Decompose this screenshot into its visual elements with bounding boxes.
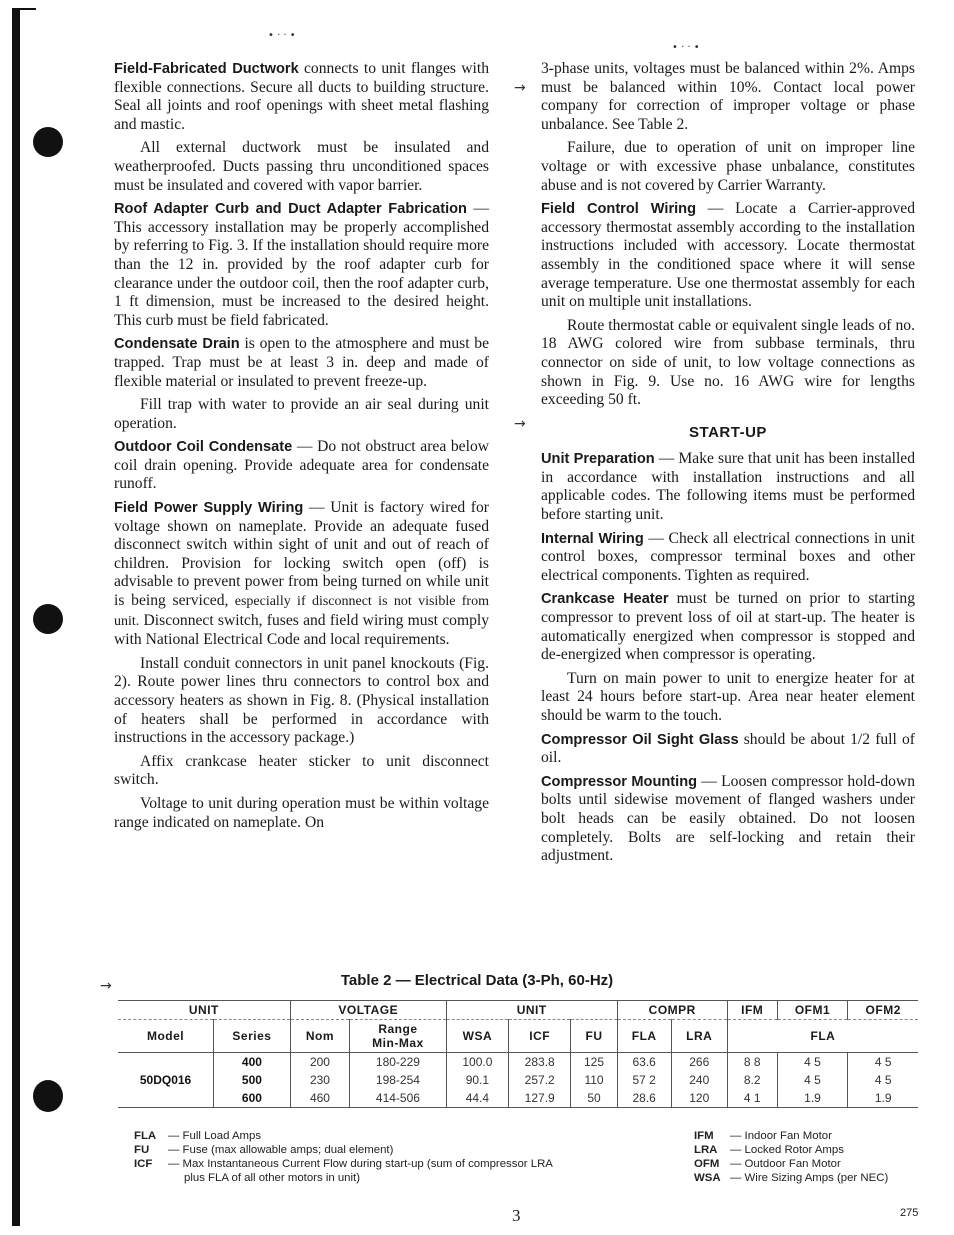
cell-model: 50DQ016 [139,1073,192,1087]
paragraph: Route thermostat cable or equivalent single leads of no. 18 AWG colored wire from subbase terminals, thru connector on side of unit, to low voltage connections as shown in Fig. 9. Use no. 16 AWG wire for lengths exceeding 50 ft. [541,316,915,409]
subheader-icf: ICF [509,1020,571,1053]
page-number: 3 [512,1206,521,1225]
paragraph: Voltage to unit during operation must be within voltage range indicated on nameplate. On [114,794,489,831]
cell-nom: 200 [290,1053,349,1072]
cell-series: 500 [214,1071,291,1089]
subheader-lra: LRA [671,1020,727,1053]
cell-icf: 257.2 [509,1071,571,1089]
cell-lra: 120 [671,1089,727,1108]
paragraph: Field Control Wiring — Locate a Carrier-approved accessory thermostat assembly according to the installation instructions included with accessory. Locate thermostat assembly in the conditioned space where it will sense average temperature. Use one thermostat assembly for each unit on multiple unit installations. [541,200,915,311]
paragraph: Roof Adapter Curb and Duct Adapter Fabrication — This accessory installation may be properly accomplished by referring to Fig. 3. If the installation should require more than the 12 in. provided by the roof adapter curb for clearance under the outdoor coil, then the roof adapter curb, 1 ft dimension, must be increased to the desired height. This curb must be field fabricated. [114,200,489,329]
paragraph: Internal Wiring — Check all electrical connections in unit control boxes, compressor terminal boxes and other electrical components. Tighten as required. [541,529,916,584]
paragraph: Unit Preparation — Make sure that unit has been installed in accordance with installation instructions and all applicable codes. The following items must be performed before starting unit. [541,450,916,524]
paragraph: Affix crankcase heater sticker to unit disconnect switch. [114,752,489,789]
cell-ofm1: 1.9 [777,1089,848,1108]
legend-right [694,1129,934,1185]
cell-icf: 283.8 [509,1053,571,1072]
paragraph: Field-Fabricated Ductwork connects to unit flanges with flexible connections. Secure all ducts to building structure. Seal all joints and roof openings with sheet metal flashing and mastic. [114,60,489,133]
subheader-range: Range Min-Max [350,1020,447,1053]
paragraph: Condensate Drain is open to the atmosphere and must be trapped. Trap must be at least 3 in. deep and made of flexible material or insulated to prevent freeze-up. [114,335,489,390]
paragraph: Turn on main power to unit to energize heater for at least 24 hours before start-up. Area near heater element should be warm to the touch. [541,669,915,724]
table-row [118,1089,918,1108]
paragraph: Outdoor Coil Condensate — Do not obstruct area below coil drain opening. Provide adequate area for condensate runoff. [114,438,489,493]
left-column [114,60,489,837]
cell-fu: 125 [571,1053,617,1072]
cell-series: 400 [214,1053,291,1072]
cell-lra: 266 [671,1053,727,1072]
table-row [118,1071,918,1089]
paragraph: Field Power Supply Wiring — Unit is factory wired for voltage shown on nameplate. Provide an adequate fused disconnect switch within sight of unit and out of reach of children. Provision for locking switch open (off) is advisable to prevent power from being turned on while unit is being serviced, especially if disconnect is not visible from unit. Disconnect switch, fuses and field wiring must comply with National Electrical Code and local requirements. [114,499,489,649]
cell-ofm2: 4 5 [848,1053,918,1072]
paragraph: Fill trap with water to provide an air seal during unit operation. [114,396,489,432]
paragraph: All external ductwork must be insulated and weatherproofed. Ducts passing thru unconditioned spaces must be insulated and covered with vapor barrier. [114,139,489,194]
header-ifm: IFM [727,1001,777,1020]
legend-item: LRA — Locked Rotor Amps [694,1144,844,1156]
header-ofm1: OFM1 [777,1001,848,1020]
page-edge-bar [12,8,20,1226]
scan-speck: • · · • [672,42,700,53]
paragraph: Compressor Oil Sight Glass should be about 1/2 full of oil. [541,730,915,767]
paragraph: Failure, due to operation of unit on improper line voltage or with excessive phase unbalance, constitutes abuse and is not covered by Carrier Warranty. [541,139,915,194]
legend-item: ICF — Max Instantaneous Current Flow during start-up (sum of compressor LRA [134,1158,553,1170]
change-arrow-icon: → [514,416,526,432]
cell-series: 600 [214,1089,291,1108]
subheader-model: Model [146,1029,185,1043]
cell-wsa: 90.1 [446,1071,508,1089]
right-column [541,60,915,871]
paragraph: Install conduit connectors in unit panel knockouts (Fig. 2). Route power lines thru connectors to control box and accessory heaters as shown in Fig. 8. (Physical installation of heaters shall be performed in accordance with instructions in the accessory package.) [114,654,489,747]
punch-hole-bottom [33,1080,63,1112]
cell-fu: 50 [571,1089,617,1108]
cell-fla: 28.6 [617,1089,671,1108]
cell-ifm: 8 8 [727,1053,777,1072]
header-unit-amps: UNIT [446,1001,617,1020]
legend-item: FU — Fuse (max allowable amps; dual element) [134,1144,394,1156]
header-compr: COMPR [617,1001,727,1020]
cell-nom: 460 [290,1089,349,1108]
scan-speck: • · · • [268,30,296,41]
subheader-series: Series [214,1020,291,1053]
subheader-fu: FU [571,1020,617,1053]
cell-range: 198-254 [350,1071,447,1089]
cell-fla: 57 2 [617,1071,671,1089]
subheader-fan-fla: FLA [727,1020,918,1053]
cell-range: 414-506 [350,1089,447,1108]
punch-hole-middle [33,604,63,634]
cell-fla: 63.6 [617,1053,671,1072]
header-unit: UNIT [188,1003,219,1017]
cell-wsa: 100.0 [446,1053,508,1072]
legend-item: IFM — Indoor Fan Motor [694,1130,832,1142]
cell-nom: 230 [290,1071,349,1089]
cell-ofm1: 4 5 [777,1053,848,1072]
cell-ifm: 8.2 [727,1071,777,1089]
legend-item: FLA — Full Load Amps [134,1130,262,1142]
legend-item: WSA — Wire Sizing Amps (per NEC) [694,1172,889,1184]
header-ofm2: OFM2 [848,1001,918,1020]
change-arrow-icon: → [100,978,112,994]
document-number: 275 [900,1207,919,1219]
legend-left [134,1129,614,1185]
cell-ifm: 4 1 [727,1089,777,1108]
paragraph: 3-phase units, voltages must be balanced within 2%. Amps must be balanced within 10%. Contact local power company for correction of improper voltage or phase unbalance. See Table 2. [541,60,915,133]
cell-wsa: 44.4 [446,1089,508,1108]
cell-ofm2: 1.9 [848,1089,918,1108]
table-caption: Table 2 — Electrical Data (3-Ph, 60-Hz) [340,972,614,989]
electrical-data-table [118,1000,918,1108]
cell-ofm1: 4 5 [777,1071,848,1089]
paragraph: Crankcase Heater must be turned on prior to starting compressor to prevent loss of oil at start-up. The heater is automatically energized when compressor is stopped and de-energized when compressor is operating. [541,590,915,664]
change-arrow-icon: → [514,80,526,96]
subheader-fla: FLA [617,1020,671,1053]
cell-lra: 240 [671,1071,727,1089]
legend-item: plus FLA of all other motors in unit) [184,1172,361,1184]
cell-icf: 127.9 [509,1089,571,1108]
paragraph: Compressor Mounting — Loosen compressor hold-down bolts until sidewise movement of flanged washers under bolt heads can be easily obtained. Do not loosen completely. Bolts are self-locking and retain their adjustment. [541,772,916,865]
legend-item: OFM — Outdoor Fan Motor [694,1158,841,1170]
page-corner-mark [12,8,36,10]
cell-ofm2: 4 5 [848,1071,918,1089]
section-heading: START-UP [689,423,767,441]
subheader-wsa: WSA [446,1020,508,1053]
subheader-nom: Nom [290,1020,349,1053]
punch-hole-top [33,127,63,157]
cell-range: 180-229 [350,1053,447,1072]
cell-fu: 110 [571,1071,617,1089]
header-voltage: VOLTAGE [290,1001,446,1020]
table-row [118,1053,918,1072]
